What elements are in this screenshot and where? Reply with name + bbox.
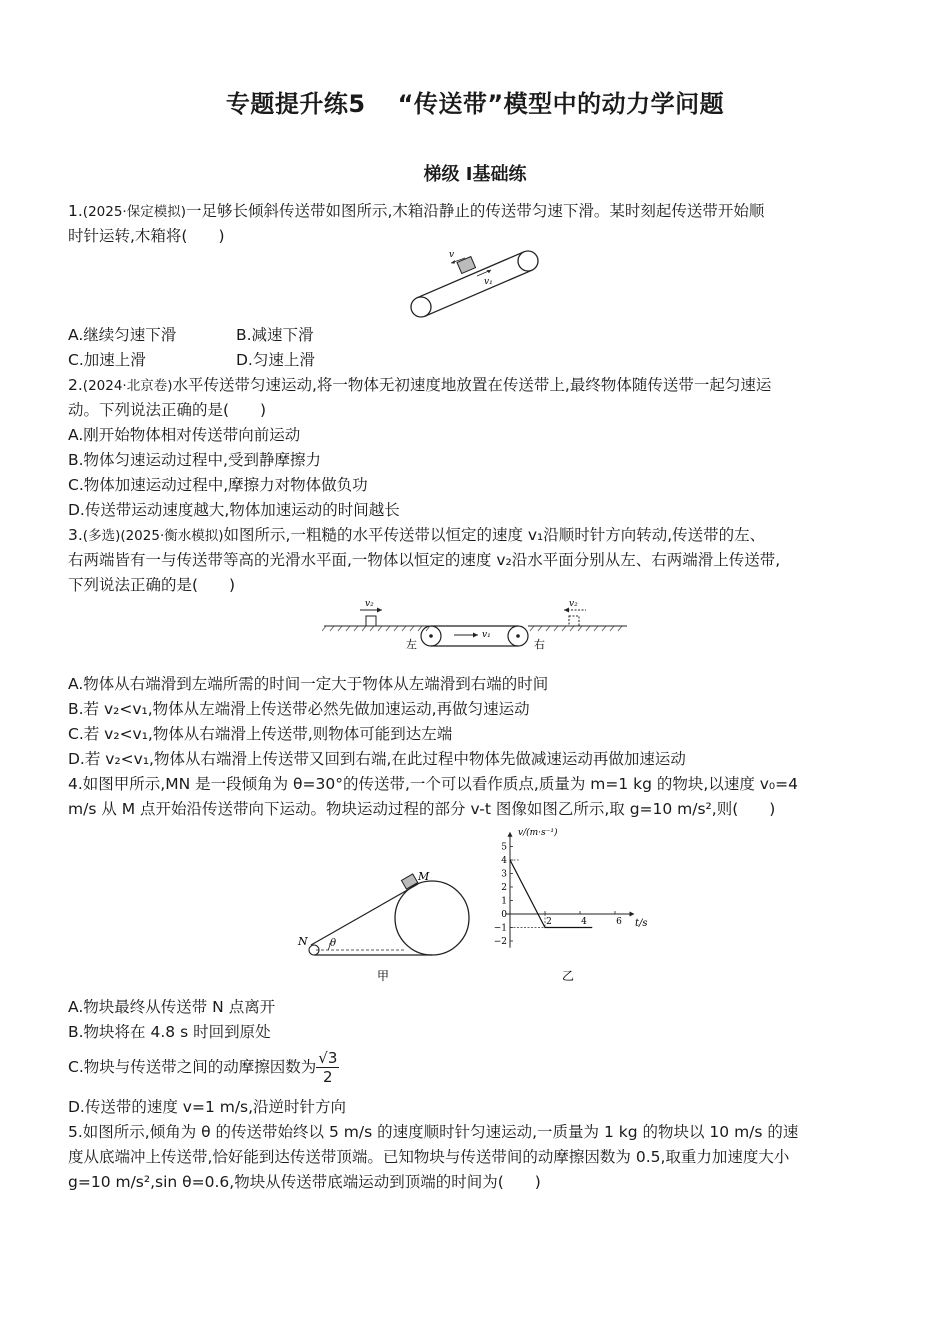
vt-xlabel: t/s [635,918,648,929]
q4-frac-numerator: √3 [318,1049,338,1067]
q1-fig-label-v: v [449,250,455,260]
q2-option-c: C.物体加速运动过程中,摩擦力对物体做负功 [68,476,368,494]
q4-fig-N: N [298,935,308,948]
vt-xtick-label: 2 [546,917,552,927]
q3-fig-label-v2-left: v₂ [365,599,374,609]
q4-stem-line1 [68,772,888,797]
page-title [0,84,950,119]
q1-option-d: D.匀速上滑 [236,351,315,369]
q1-option-b: B.减速下滑 [236,326,314,344]
q3-fig-label-v2-right: v₂ [569,599,578,609]
q4-option-c-fraction [316,1049,339,1086]
q2-stem-line2: 动。下列说法正确的是( ) [68,401,267,419]
vt-ytick-label: 0 [501,910,507,920]
q3-fig-label-right: 右 [534,638,545,651]
q1-text-1: 一足够长倾斜传送带如图所示,木箱沿静止的传送带匀速下滑。某时刻起传送带开始顺 [185,202,765,220]
vt-ytick-label: 4 [501,856,507,866]
q3-number: 3. [68,526,83,544]
vt-ytick-label: 5 [501,842,507,853]
q5-stem-line2: 度从底端冲上传送带,恰好能到达传送带顶端。已知物块与传送带间的动摩擦因数为 0.5,取重力加速度大小 [68,1148,790,1166]
q4-fig-M: M [418,870,430,883]
q4-frac-denominator: 2 [323,1068,333,1086]
q1-options-cd [68,348,888,373]
q4-fig-caption-jia: 甲 [377,969,390,983]
q5-text-1: 如图所示,倾角为 θ 的传送带始终以 5 m/s 的速度顺时针匀速运动,一质量为 1 kg 的物块以 10 m/s 的速 [82,1123,799,1141]
vt-xtick-label: 6 [616,917,622,927]
q2-stem-line1 [68,373,888,399]
q4-number: 4. [68,775,83,793]
q3-fig-label-v1: v₁ [482,630,491,640]
q5-stem-line3: g=10 m/s²,sin θ=0.6,物块从传送带底端运动到顶端的时间为( ) [68,1173,541,1191]
q2-text-1: 水平传送带匀速运动,将一物体无初速度地放置在传送带上,最终物体随传送带一起匀速运 [172,376,772,394]
q4-text-1: 如图甲所示,MN 是一段倾角为 θ=30°的传送带,一个可以看作质点,质量为 m=1 kg 的物块,以速度 v₀=4 [82,775,798,793]
q3-fig-label-left: 左 [406,638,417,651]
q4-option-c [68,1044,888,1090]
vt-y-arrow [508,832,513,837]
q2-option-a: A.刚开始物体相对传送带向前运动 [68,426,301,444]
q4-vt-chart [490,824,665,986]
q1-number: 1. [68,202,83,220]
q4-stem-line2: m/s 从 M 点开始沿传送带向下运动。物块运动过程的部分 v-t 图像如图乙所示,取 g=10 m/s²,则( ) [68,800,776,818]
q4-option-b: B.物块将在 4.8 s 时回到原处 [68,1023,271,1041]
q4-fig-caption-yi: 乙 [562,969,575,983]
vt-ytick-label: 1 [501,896,507,907]
vt-x-arrow [630,912,635,917]
q3-option-d: D.若 v₂<v₁,物体从右端滑上传送带又回到右端,在此过程中物体先做减速运动再做加速运动 [68,750,686,768]
q1-option-a: A.继续匀速下滑 [68,326,177,344]
vt-ylabel: v/(m·s⁻¹) [518,828,558,838]
q4-fig-theta: θ [330,938,337,949]
q4-option-a: A.物块最终从传送带 N 点离开 [68,998,276,1016]
q3-figure [322,596,632,656]
q3-stem-line1 [68,523,888,549]
section-heading: 梯级 Ⅰ基础练 [423,164,527,185]
q1-stem-line2: 时针运转,木箱将( ) [68,227,225,245]
vt-ytick-label: −2 [493,937,507,947]
title-right: “传送带”模型中的动力学问题 [397,90,725,118]
q1-source-tag: (2025·保定模拟) [82,204,186,220]
title-left: 专题提升练5 [225,90,366,118]
q3-option-a: A.物体从右端滑到左端所需的时间一定大于物体从左端滑到右端的时间 [68,675,549,693]
q2-number: 2. [68,376,83,394]
q3-option-c: C.若 v₂<v₁,物体从右端滑上传送带,则物体可能到达左端 [68,725,453,743]
q1-stem-line1 [68,199,888,225]
q1-fig-label-v1: v₁ [484,277,493,287]
q2-source-tag: (2024·北京卷) [82,378,173,394]
q3-text-1: 如图所示,一粗糙的水平传送带以恒定的速度 v₁沿顺时针方向转动,传送带的左、 [223,526,766,544]
q3-option-b: B.若 v₂<v₁,物体从左端滑上传送带必然先做加速运动,再做匀速运动 [68,700,530,718]
q2-option-d: D.传送带运动速度越大,物体加速运动的时间越长 [68,501,400,519]
q5-number: 5. [68,1123,83,1141]
q1-option-c: C.加速上滑 [68,351,146,369]
vt-ytick-label: 2 [501,883,507,893]
vt-ytick-label: −1 [493,923,507,934]
q2-option-b: B.物体匀速运动过程中,受到静摩擦力 [68,451,321,469]
q3-stem-line2: 右两端皆有一与传送带等高的光滑水平面,一物体以恒定的速度 v₂沿水平面分别从左、右两端滑上传送带, [68,551,781,569]
q4-option-c-text: C.物块与传送带之间的动摩擦因数为 [68,1058,317,1076]
q3-source-tag: (多选)(2025·衡水模拟) [82,528,224,544]
q4-option-d: D.传送带的速度 v=1 m/s,沿逆时针方向 [68,1098,347,1116]
q4-figure-jia [294,866,484,986]
q1-figure [405,246,545,322]
q3-stem-line3: 下列说法正确的是( ) [68,576,236,594]
q5-stem-line1 [68,1120,888,1145]
vt-xtick-label: 4 [581,917,587,927]
q1-options-ab [68,323,888,348]
vt-ytick-label: 3 [501,869,507,880]
